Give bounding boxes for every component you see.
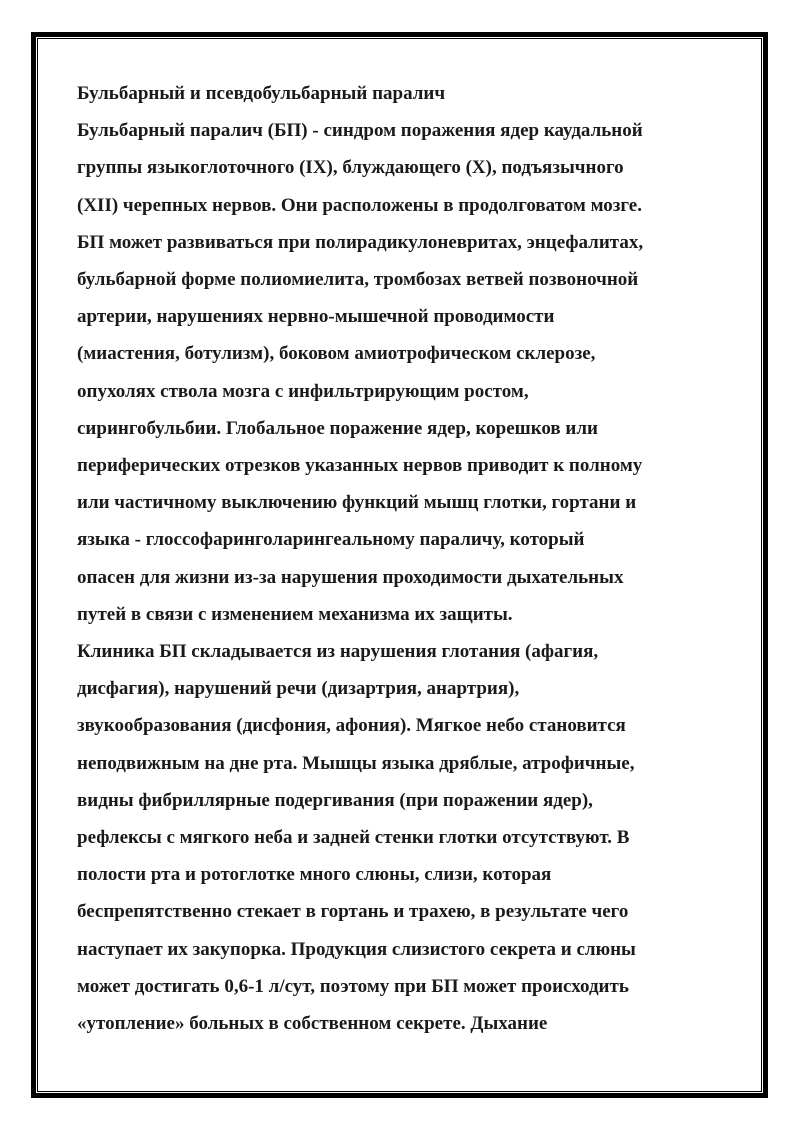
text-line: периферических отрезков указанных нервов приводит к полному bbox=[77, 455, 643, 477]
text-line: может достигать 0,6-1 л/сут, поэтому при БП может происходить bbox=[77, 975, 629, 997]
text-line: бульбарной форме полиомиелита, тромбозах ветвей позвоночной bbox=[77, 269, 639, 291]
document-body bbox=[77, 75, 737, 1042]
text-line: артерии, нарушениях нервно-мышечной проводимости bbox=[77, 306, 555, 328]
text-line: опухолях ствола мозга с инфильтрирующим ростом, bbox=[77, 380, 529, 402]
text-line: видны фибриллярные подергивания (при поражении ядер), bbox=[77, 789, 593, 811]
text-line: неподвижным на дне рта. Мышцы языка дряблые, атрофичные, bbox=[77, 752, 635, 774]
text-line: опасен для жизни из-за нарушения проходимости дыхательных bbox=[77, 566, 624, 588]
text-line: группы языкоглоточного (IX), блуждающего (X), подъязычного bbox=[77, 157, 624, 179]
text-line: или частичному выключению функций мышц глотки, гортани и bbox=[77, 492, 637, 514]
text-line: «утопление» больных в собственном секрете. Дыхание bbox=[77, 1013, 548, 1035]
text-line: наступает их закупорка. Продукция слизистого секрета и слюны bbox=[77, 938, 636, 960]
text-line: Клиника БП складывается из нарушения глотания (афагия, bbox=[77, 641, 599, 663]
text-line: полости рта и ротоглотке много слюны, слизи, которая bbox=[77, 864, 552, 886]
document-title: Бульбарный и псевдобульбарный паралич bbox=[77, 83, 446, 104]
text-line: БП может развиваться при полирадикулоневритах, энцефалитах, bbox=[77, 231, 644, 253]
text-line: звукообразования (дисфония, афония). Мягкое небо становится bbox=[77, 715, 626, 737]
text-line: (XII) черепных нервов. Они расположены в продолговатом мозге. bbox=[77, 194, 642, 216]
text-line: рефлексы с мягкого неба и задней стенки глотки отсутствуют. В bbox=[77, 827, 630, 849]
text-line: Бульбарный паралич (БП) - синдром поражения ядер каудальной bbox=[77, 120, 643, 142]
text-line: (миастения, ботулизм), боковом амиотрофическом склерозе, bbox=[77, 343, 596, 365]
text-line: беспрепятственно стекает в гортань и трахею, в результате чего bbox=[77, 901, 629, 923]
text-line: путей в связи с изменением механизма их защиты. bbox=[77, 603, 513, 625]
text-line: сирингобульбии. Глобальное поражение ядер, корешков или bbox=[77, 417, 598, 439]
text-line: дисфагия), нарушений речи (дизартрия, анартрия), bbox=[77, 678, 520, 700]
text-line: языка - глоссофаринголарингеальному параличу, который bbox=[77, 529, 585, 551]
